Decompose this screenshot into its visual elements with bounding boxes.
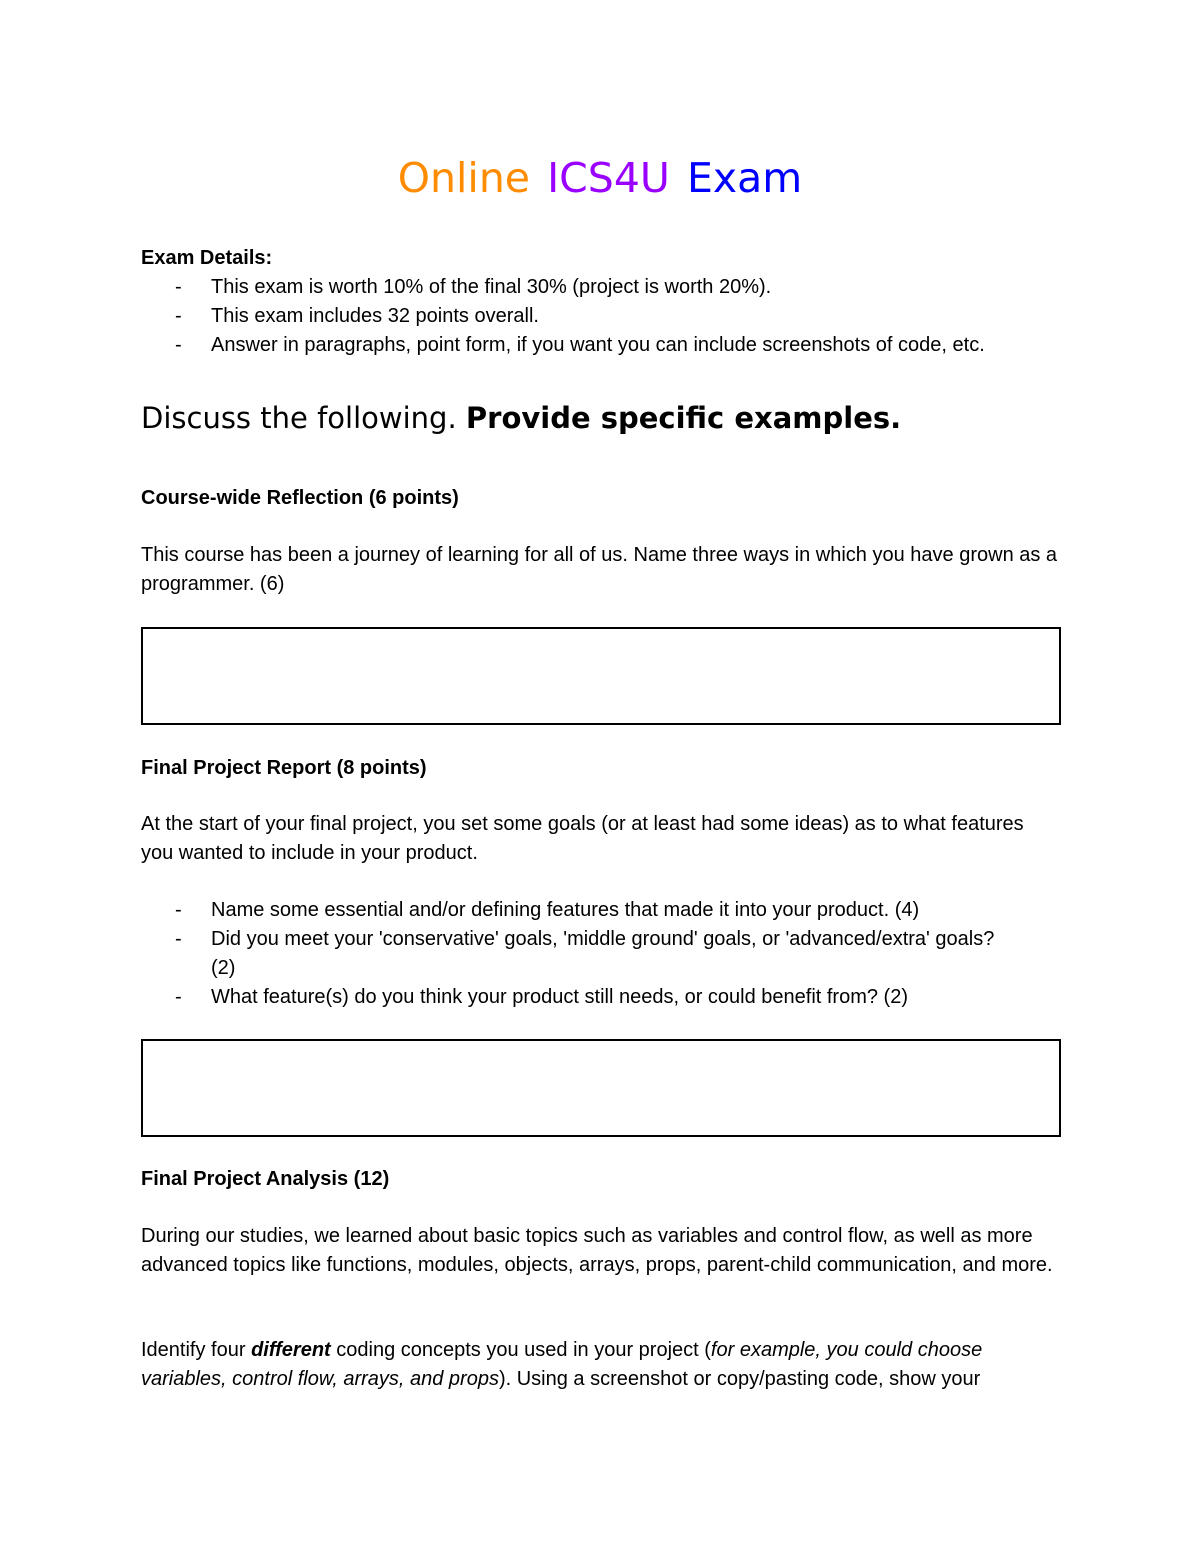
list-item — [141, 896, 1061, 925]
page-title — [0, 152, 1200, 204]
list-item — [141, 983, 1061, 1012]
section-heading-project-report: Final Project Report (8 points) — [141, 757, 427, 779]
list-item — [141, 273, 1061, 302]
section-para-identify-concepts — [141, 1336, 1061, 1394]
title-word-online: Online — [397, 154, 531, 202]
discuss-plain-text: Discuss the following. — [141, 401, 457, 435]
answer-box-reflection[interactable] — [141, 627, 1061, 725]
dash-bullet: - — [175, 899, 182, 921]
para-text: Identify four — [141, 1339, 252, 1361]
list-item-text: This exam includes 32 points overall. — [211, 305, 539, 327]
section-heading-reflection: Course-wide Reflection (6 points) — [141, 487, 459, 509]
section-body-reflection: This course has been a journey of learning for all of us. Name three ways in which you have grown as a programmer. (6) — [141, 544, 1058, 595]
para-text: ). Using a screenshot or copy/pasting code, show your — [498, 1368, 981, 1390]
example-italic-text: for example, you could choose variables, control flow, arrays, and props — [141, 1339, 983, 1390]
section-para-project-analysis: During our studies, we learned about basic topics such as variables and control flow, as well as more advanced topics like functions, modules, objects, arrays, props, parent-child communication, and more. — [141, 1225, 1053, 1276]
para-text: coding concepts you used in your project ( — [330, 1339, 711, 1361]
dash-bullet: - — [175, 928, 182, 950]
project-report-questions — [141, 896, 1061, 1012]
exam-details-section — [141, 244, 1061, 360]
section-heading-project-analysis: Final Project Analysis (12) — [141, 1168, 390, 1190]
section-intro-project-report: At the start of your final project, you set some goals (or at least had some ideas) as to what features you wanted to include in your product. — [141, 813, 1024, 864]
list-item — [141, 331, 1061, 360]
list-item — [141, 302, 1061, 331]
title-word-course-code: ICS4U — [547, 154, 670, 202]
dash-bullet: - — [175, 276, 182, 298]
project-report-list — [141, 896, 1061, 1012]
discuss-instruction — [141, 398, 901, 438]
list-item-text: What feature(s) do you think your product still needs, or could benefit from? (2) — [211, 986, 909, 1008]
dash-bullet: - — [175, 305, 182, 327]
discuss-bold-text: Provide specific examples. — [465, 401, 902, 435]
list-item-text: Name some essential and/or defining features that made it into your product. (4) — [211, 899, 920, 921]
emphasis-different: different — [251, 1339, 331, 1361]
dash-bullet: - — [175, 986, 182, 1008]
list-item-text: This exam is worth 10% of the final 30% (project is worth 20%). — [211, 276, 772, 298]
answer-box-project-report[interactable] — [141, 1039, 1061, 1137]
list-item-text: Answer in paragraphs, point form, if you want you can include screenshots of code, etc. — [211, 334, 985, 356]
exam-details-heading: Exam Details: — [141, 247, 273, 269]
exam-details-list — [141, 273, 1061, 360]
title-word-exam: Exam — [686, 154, 803, 202]
dash-bullet: - — [175, 334, 182, 356]
list-item-text: Did you meet your 'conservative' goals, 'middle ground' goals, or 'advanced/extra' goals? (2) — [211, 928, 995, 979]
list-item — [141, 925, 1061, 983]
